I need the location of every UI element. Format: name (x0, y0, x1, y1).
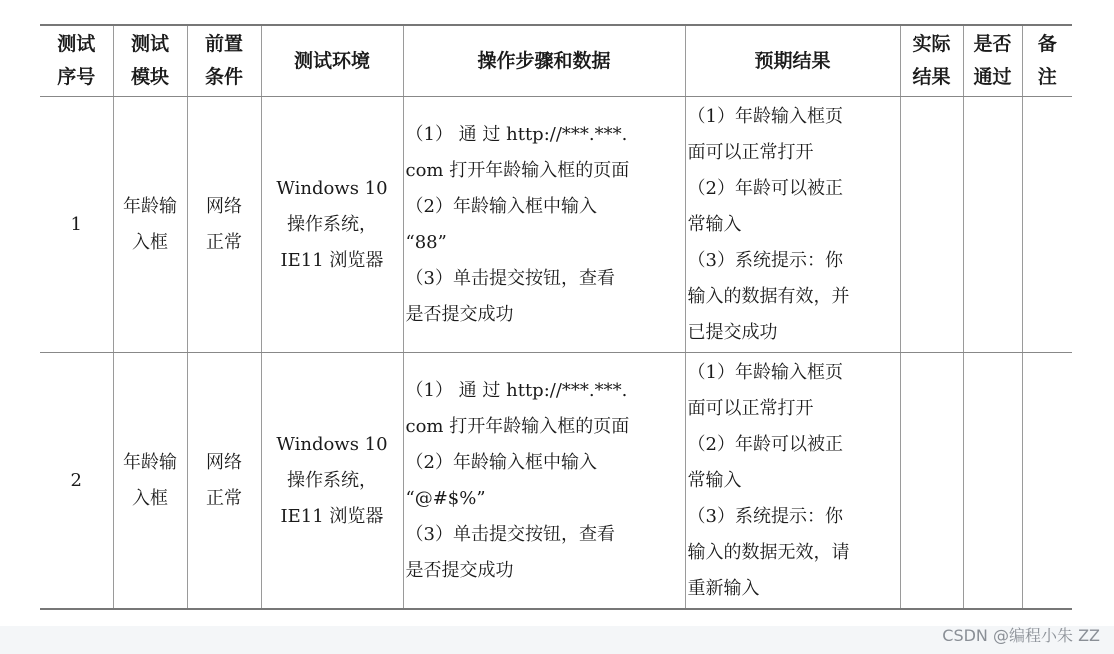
header-text: 是否 (973, 33, 1012, 55)
cell-module (113, 97, 187, 353)
cell-text: 入框 (132, 231, 168, 253)
cell-text: 入框 (132, 487, 168, 509)
header-cell-steps (403, 25, 685, 97)
cell-text: 面可以正常打开 (687, 141, 814, 163)
cell-id (40, 353, 113, 610)
cell-text: Windows 10 (276, 177, 388, 199)
table-row (40, 353, 1072, 610)
test-case-table (40, 24, 1072, 610)
cell-environment (261, 353, 403, 610)
cell-expected (685, 97, 900, 353)
cell-text: 操作系统， (287, 213, 377, 235)
header-text: 实际 (912, 33, 951, 55)
header-text: 注 (1037, 66, 1057, 88)
cell-text: （3）单击提交按钮，查看 (405, 267, 615, 289)
header-text: 备 (1037, 33, 1057, 55)
cell-expected (685, 353, 900, 610)
cell-passed (963, 97, 1022, 353)
cell-text: （3）单击提交按钮，查看 (405, 523, 615, 545)
cell-remarks (1022, 97, 1072, 353)
header-text: 前置 (204, 33, 243, 55)
cell-text: “88” (405, 231, 447, 253)
cell-text: 是否提交成功 (405, 559, 514, 581)
cell-text: 面可以正常打开 (687, 397, 814, 419)
cell-text: （2）年龄可以被正 (687, 177, 843, 199)
cell-text: 2 (70, 469, 82, 491)
header-cell-expected (685, 25, 900, 97)
cell-text: （1）年龄输入框页 (687, 105, 843, 127)
header-cell-module (113, 25, 187, 97)
table-row (40, 97, 1072, 353)
header-text: 测试环境 (293, 49, 370, 72)
cell-environment (261, 97, 403, 353)
cell-text: “@#$%” (405, 487, 486, 509)
watermark-text: CSDN @编程小朱 ZZ (942, 626, 1100, 645)
header-cell-remarks (1022, 25, 1072, 97)
cell-text: 重新输入 (687, 577, 760, 599)
cell-id (40, 97, 113, 353)
cell-text: IE11 浏览器 (280, 249, 384, 271)
header-text: 条件 (204, 66, 243, 88)
cell-text: （2）年龄输入框中输入 (405, 451, 597, 473)
header-text: 模块 (130, 66, 169, 88)
cell-text: 网络 (206, 451, 242, 473)
header-text: 测试 (130, 33, 169, 55)
cell-text: 年龄输 (123, 195, 177, 217)
cell-text: 操作系统， (287, 469, 377, 491)
header-cell-passed (963, 25, 1022, 97)
cell-text: （2）年龄可以被正 (687, 433, 843, 455)
header-row (40, 25, 1072, 97)
cell-text: （1） 通 过 http://***.***. (405, 123, 628, 145)
cell-text: （1） 通 过 http://***.***. (405, 379, 628, 401)
header-cell-precondition (187, 25, 261, 97)
header-text: 操作步骤和数据 (477, 49, 611, 72)
cell-text: （2）年龄输入框中输入 (405, 195, 597, 217)
cell-steps (403, 353, 685, 610)
cell-precondition (187, 353, 261, 610)
cell-text: 年龄输 (123, 451, 177, 473)
cell-text: （1）年龄输入框页 (687, 361, 843, 383)
cell-module (113, 353, 187, 610)
cell-passed (963, 353, 1022, 610)
header-cell-actual (900, 25, 963, 97)
cell-text: 常输入 (687, 213, 742, 235)
cell-text: com 打开年龄输入框的页面 (405, 159, 630, 181)
cell-steps (403, 97, 685, 353)
cell-text: 正常 (206, 487, 242, 509)
header-cell-environment (261, 25, 403, 97)
header-text: 测试 (57, 33, 96, 55)
cell-text: 是否提交成功 (405, 303, 514, 325)
cell-text: 正常 (206, 231, 242, 253)
header-text: 序号 (57, 66, 96, 88)
cell-text: （3）系统提示：你 (687, 249, 843, 271)
header-cell-id (40, 25, 113, 97)
header-text: 通过 (973, 66, 1012, 88)
cell-text: 1 (70, 213, 82, 235)
cell-text: 输入的数据无效，请 (687, 541, 850, 563)
cell-text: com 打开年龄输入框的页面 (405, 415, 630, 437)
cell-precondition (187, 97, 261, 353)
cell-text: 常输入 (687, 469, 742, 491)
cell-text: IE11 浏览器 (280, 505, 384, 527)
cell-actual (900, 353, 963, 610)
cell-text: Windows 10 (276, 433, 388, 455)
cell-text: 已提交成功 (687, 321, 778, 343)
cell-text: （3）系统提示：你 (687, 505, 843, 527)
header-text: 结果 (912, 66, 951, 88)
header-text: 预期结果 (754, 49, 831, 72)
cell-text: 输入的数据有效，并 (687, 285, 850, 307)
cell-text: 网络 (206, 195, 242, 217)
cell-actual (900, 97, 963, 353)
cell-remarks (1022, 353, 1072, 610)
